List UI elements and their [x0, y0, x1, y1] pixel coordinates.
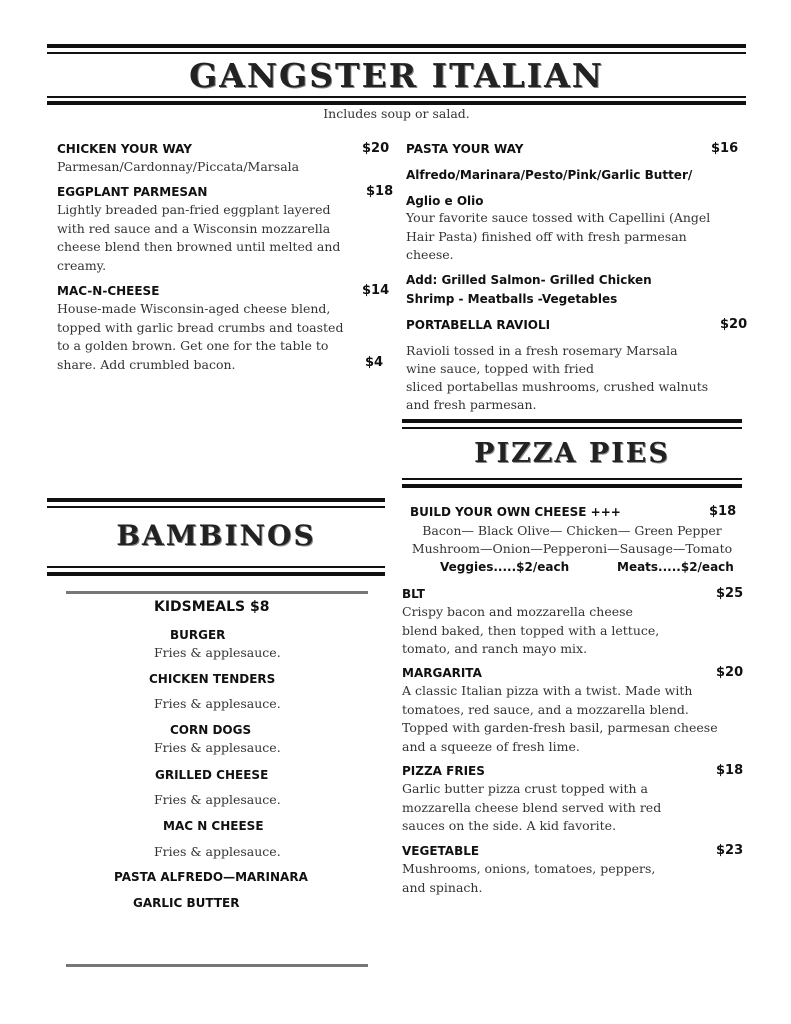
portabella-ravioli-desc-line1: Ravioli tossed in a fresh rosemary Marsala — [406, 343, 678, 358]
kids-grilled-cheese-name: GRILLED CHEESE — [155, 768, 269, 782]
meats-price-note: Meats.....$2/each — [617, 560, 734, 574]
kids-chicken-tenders-name: CHICKEN TENDERS — [149, 672, 276, 686]
byo-cheese-name: BUILD YOUR OWN CHEESE +++ — [410, 505, 621, 519]
mac-n-cheese-price: $14 — [362, 283, 390, 298]
bambinos-bottom-rule-thin — [47, 566, 385, 568]
kids-pasta-line1: PASTA ALFREDO—MARINARA — [114, 870, 308, 884]
pasta-your-way-price: $16 — [711, 141, 739, 156]
add-bacon-price: $4 — [365, 355, 384, 370]
kids-box-top-rule — [66, 591, 368, 594]
blt-desc: Crispy bacon and mozzarella cheese blend baked, then topped with a lettuce, tomato, and ranch mayo mix. — [402, 604, 660, 656]
kids-chicken-tenders-desc: Fries & applesauce. — [154, 696, 281, 711]
chicken-your-way-name: CHICKEN YOUR WAY — [57, 142, 192, 156]
subtitle: Includes soup or salad. — [323, 106, 470, 121]
portabella-ravioli-name: PORTABELLA RAVIOLI — [406, 318, 551, 332]
eggplant-parmesan-name: EGGPLANT PARMESAN — [57, 185, 208, 199]
pizza-fries-desc: Garlic butter pizza crust topped with a mozzarella cheese blend served with red sauces on the side. A kid favorite. — [402, 781, 662, 833]
pasta-sauces-line2: Aglio e Olio — [406, 194, 484, 208]
kids-corn-dogs-name: CORN DOGS — [170, 723, 252, 737]
pasta-sauces-line1: Alfredo/Marinara/Pesto/Pink/Garlic Butter/ — [406, 168, 693, 182]
kids-corn-dogs-desc: Fries & applesauce. — [154, 740, 281, 755]
bambinos-top-rule-thick — [47, 498, 385, 502]
pasta-your-way-desc: Your favorite sauce tossed with Capellini (Angel Hair Pasta) finished off with fresh parmesan cheese. — [406, 210, 711, 262]
kids-box-bottom-rule — [66, 964, 368, 967]
margarita-price: $20 — [716, 665, 744, 680]
pizza-top-rule-thick — [402, 419, 742, 423]
mac-n-cheese-desc: House-made Wisconsin-aged cheese blend, topped with garlic bread crumbs and toasted to a golden brown. Get one for the table to share. Add crumbled bacon. — [57, 301, 344, 372]
portabella-ravioli-price: $20 — [720, 317, 748, 332]
eggplant-parmesan-desc: Lightly breaded pan-fried eggplant layered with red sauce and a Wisconsin mozzarella cheese blend then browned until melted and creamy. — [57, 202, 341, 273]
portabella-ravioli-desc-line3: sliced portabellas mushrooms, crushed walnuts — [406, 379, 709, 394]
chicken-your-way-desc: Parmesan/Cardonnay/Piccata/Marsala — [57, 159, 300, 174]
byo-toppings-line2: Mushroom—Onion—Pepperoni—Sausage—Tomato — [411, 541, 733, 556]
pasta-your-way-name: PASTA YOUR WAY — [406, 142, 524, 156]
portabella-ravioli-desc-line4: and fresh parmesan. — [406, 397, 537, 412]
pizza-fries-name: PIZZA FRIES — [402, 764, 485, 778]
pasta-add-line1: Add: Grilled Salmon- Grilled Chicken — [406, 273, 652, 287]
kids-mac-n-cheese-name: MAC N CHEESE — [163, 819, 264, 833]
pizza-pies-title: PIZZA PIES — [474, 438, 670, 469]
byo-cheese-price: $18 — [709, 504, 737, 519]
blt-name: BLT — [402, 587, 425, 601]
bambinos-bottom-rule-thick — [47, 572, 385, 576]
margarita-name: MARGARITA — [402, 666, 482, 680]
kids-pasta-line2: GARLIC BUTTER — [133, 896, 240, 910]
chicken-your-way-price: $20 — [362, 141, 390, 156]
kids-burger-name: BURGER — [170, 628, 226, 642]
pizza-bottom-rule-thin — [402, 478, 742, 480]
header-top-rule-thick — [47, 44, 746, 48]
byo-toppings-line1: Bacon— Black Olive— Chicken— Green Pepper — [422, 523, 722, 538]
pizza-fries-price: $18 — [716, 763, 744, 778]
header-top-rule-thin — [47, 52, 746, 54]
bambinos-title: BAMBINOS — [116, 519, 316, 552]
blt-price: $25 — [716, 586, 744, 601]
mac-n-cheese-name: MAC-N-CHEESE — [57, 284, 160, 298]
margarita-desc: A classic Italian pizza with a twist. Made with tomatoes, red sauce, and a mozzarella blend. Topped with garden-fresh basil, parmesan cheese and a squeeze of fresh lime. — [402, 683, 718, 754]
pasta-add-line2: Shrimp - Meatballs -Vegetables — [406, 292, 618, 306]
kidsmeals-heading: KIDSMEALS $8 — [154, 599, 270, 615]
header-bottom-rule-thin — [47, 96, 746, 98]
pizza-top-rule-thin — [402, 427, 742, 429]
vegetable-desc: Mushrooms, onions, tomatoes, peppers, and spinach. — [402, 861, 656, 895]
kids-burger-desc: Fries & applesauce. — [154, 645, 281, 660]
vegetable-price: $23 — [716, 843, 744, 858]
page-title: GANGSTER ITALIAN — [189, 56, 604, 95]
portabella-ravioli-desc-line2: wine sauce, topped with fried — [406, 361, 595, 376]
bambinos-top-rule-thin — [47, 506, 385, 508]
kids-mac-n-cheese-desc: Fries & applesauce. — [154, 844, 281, 859]
kids-grilled-cheese-desc: Fries & applesauce. — [154, 792, 281, 807]
eggplant-parmesan-price: $18 — [366, 184, 394, 199]
veggies-price-note: Veggies.....$2/each — [440, 560, 570, 574]
vegetable-name: VEGETABLE — [402, 844, 480, 858]
pizza-bottom-rule-thick — [402, 484, 742, 488]
